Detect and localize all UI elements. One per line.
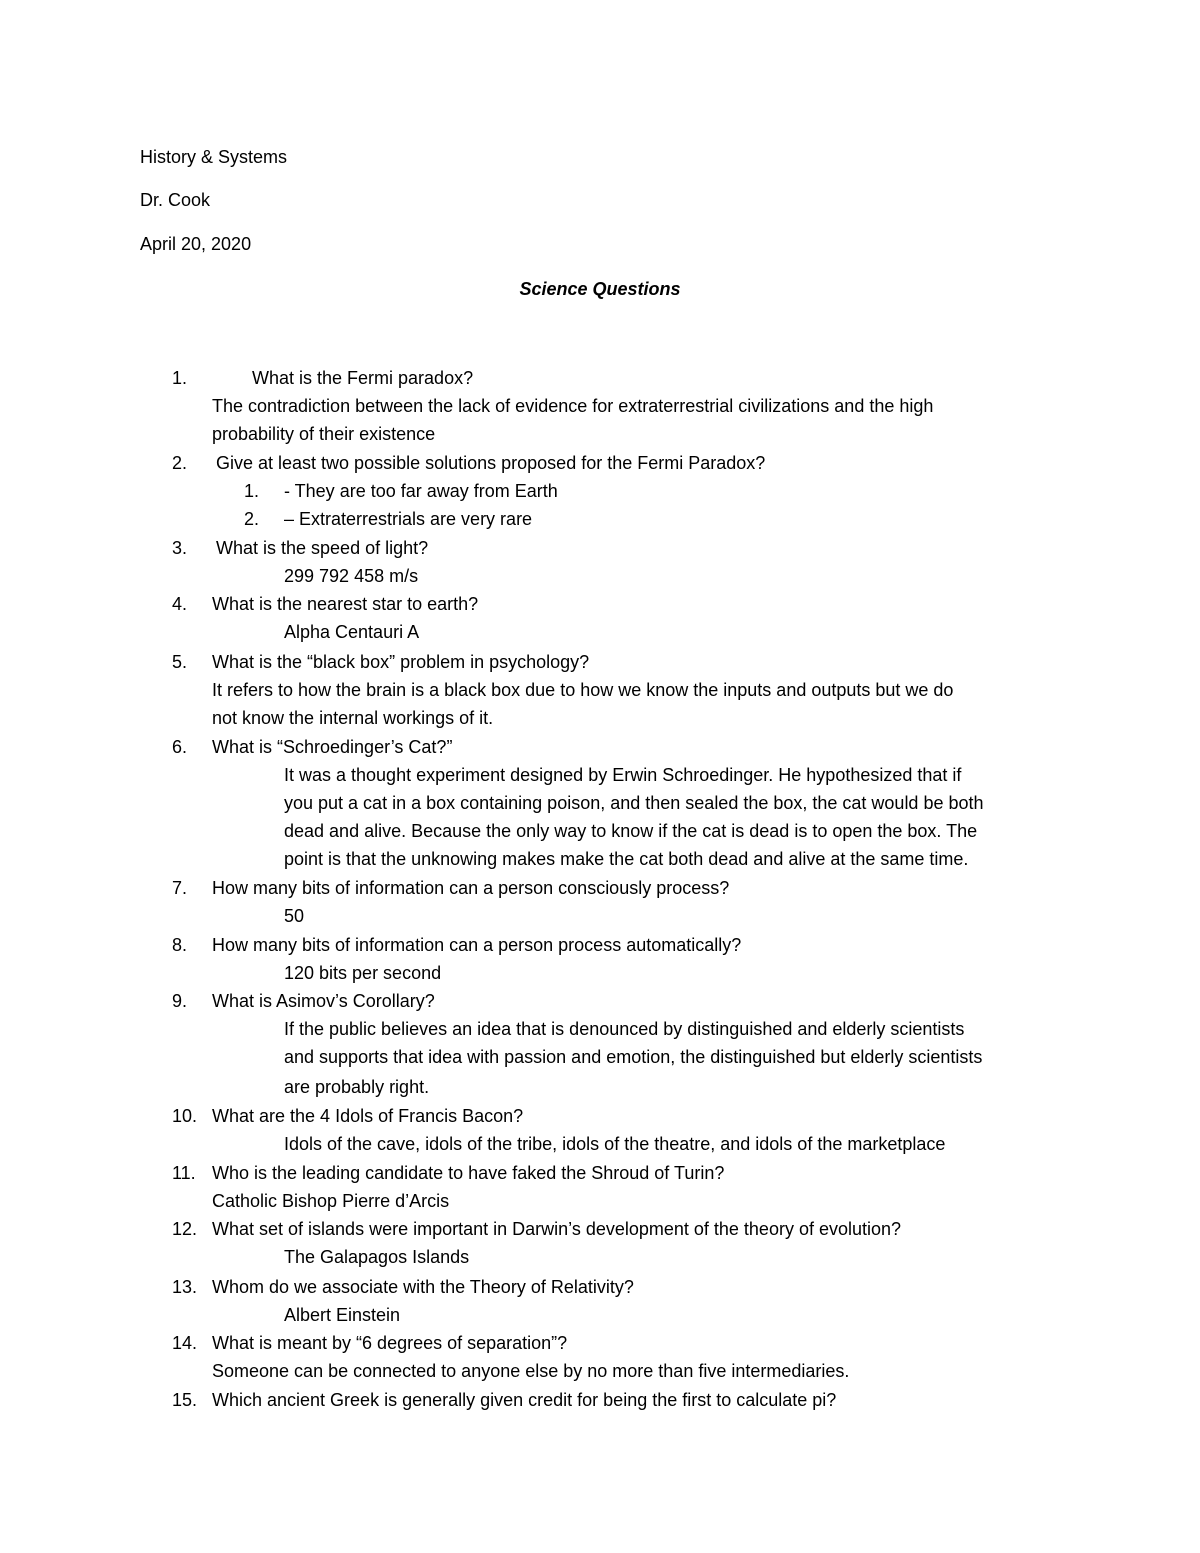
answer-text: Catholic Bishop Pierre d’Arcis (212, 1191, 450, 1211)
answer-text: point is that the unknowing makes make the cat both dead and alive at the same time. (284, 849, 969, 869)
question-number: 3. (172, 538, 188, 558)
answer-text: 299 792 458 m/s (284, 566, 419, 586)
answer-text: Albert Einstein (284, 1305, 401, 1325)
question-number: 11. (172, 1163, 196, 1183)
answer-text: you put a cat in a box containing poison, and then sealed the box, the cat would be both (284, 793, 984, 813)
question-text: What is Asimov’s Corollary? (212, 991, 435, 1011)
document-date: April 20, 2020 (140, 234, 252, 254)
question-number: 12. (172, 1219, 198, 1239)
answer-text: not know the internal workings of it. (212, 708, 494, 728)
question-number: 10. (172, 1106, 198, 1126)
question-number: 7. (172, 878, 188, 898)
question-text: What is the nearest star to earth? (212, 594, 479, 614)
answer-text: The Galapagos Islands (284, 1247, 470, 1267)
answer-text: and supports that idea with passion and emotion, the distinguished but elderly scientists (284, 1047, 983, 1067)
question-number: 1. (172, 368, 188, 388)
answer-text: probability of their existence (212, 424, 436, 444)
question-number: 14. (172, 1333, 198, 1353)
question-text: What set of islands were important in Darwin’s development of the theory of evolution? (212, 1219, 902, 1239)
question-text: Which ancient Greek is generally given credit for being the first to calculate pi? (212, 1390, 837, 1410)
answer-text: If the public believes an idea that is denounced by distinguished and elderly scientists (284, 1019, 965, 1039)
question-number: 8. (172, 935, 188, 955)
question-text: What is the Fermi paradox? (252, 368, 474, 388)
answer-text: dead and alive. Because the only way to know if the cat is dead is to open the box. The (284, 821, 978, 841)
answer-text: 120 bits per second (284, 963, 442, 983)
question-number: 2. (172, 453, 188, 473)
answer-text: The contradiction between the lack of evidence for extraterrestrial civilizations and the high (212, 396, 934, 416)
question-text: What is the speed of light? (216, 538, 429, 558)
question-text: Who is the leading candidate to have faked the Shroud of Turin? (212, 1163, 725, 1183)
page-title: Science Questions (519, 279, 681, 299)
question-number: 13. (172, 1277, 198, 1297)
question-text: Whom do we associate with the Theory of Relativity? (212, 1277, 634, 1297)
answer-text: Idols of the cave, idols of the tribe, idols of the theatre, and idols of the marketplace (284, 1134, 946, 1154)
question-number: 4. (172, 594, 188, 614)
question-text: How many bits of information can a person consciously process? (212, 878, 730, 898)
question-text: What are the 4 Idols of Francis Bacon? (212, 1106, 524, 1126)
answer-text: are probably right. (284, 1077, 430, 1097)
question-number: 15. (172, 1390, 198, 1410)
answer-text: It was a thought experiment designed by Erwin Schroedinger. He hypothesized that if (284, 765, 962, 785)
sub-item-text: - They are too far away from Earth (284, 481, 558, 501)
question-text: What is “Schroedinger’s Cat?” (212, 737, 453, 757)
answer-text: It refers to how the brain is a black box due to how we know the inputs and outputs but we do (212, 680, 954, 700)
question-number: 5. (172, 652, 188, 672)
question-number: 9. (172, 991, 188, 1011)
course-name: History & Systems (140, 147, 288, 167)
sub-item-text: – Extraterrestrials are very rare (284, 509, 533, 529)
answer-text: 50 (284, 906, 305, 926)
sub-item-number: 1. (244, 481, 260, 501)
question-text: What is meant by “6 degrees of separation”? (212, 1333, 568, 1353)
question-number: 6. (172, 737, 188, 757)
question-text: What is the “black box” problem in psychology? (212, 652, 590, 672)
question-text: How many bits of information can a person process automatically? (212, 935, 742, 955)
instructor-name: Dr. Cook (140, 190, 211, 210)
answer-text: Someone can be connected to anyone else by no more than five intermediaries. (212, 1361, 850, 1381)
answer-text: Alpha Centauri A (284, 622, 420, 642)
sub-item-number: 2. (244, 509, 260, 529)
question-text: Give at least two possible solutions proposed for the Fermi Paradox? (216, 453, 766, 473)
